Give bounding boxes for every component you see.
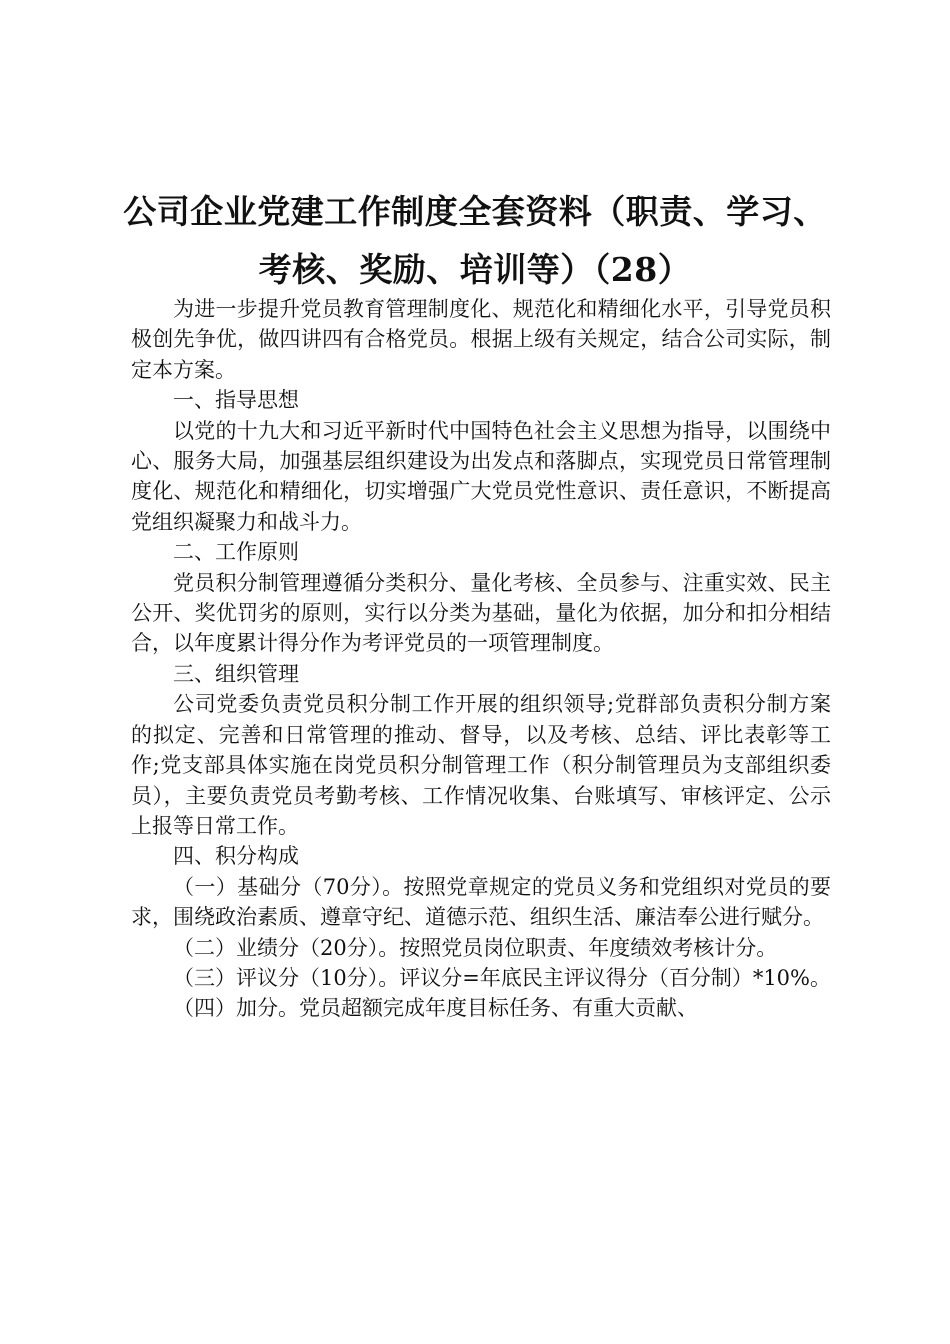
section-heading-points-composition: 四、积分构成 xyxy=(173,844,299,869)
document-body xyxy=(131,294,831,1024)
paragraph-organization: 公司党委负责党员积分制工作开展的组织领导;党群部负责积分制方案的拟定、完善和日常管理的推动、督导，以及考核、总结、评比表彰等工作;党支部具体实施在岗党员积分制管理工作（积分制管理员为支部组织委员），主要负责党员考勤考核、工作情况收集、台账填写、审核评定、公示上报等日常工作。 xyxy=(131,692,831,838)
paragraph-base-points: （一）基础分（70分）。按照党章规定的党员义务和党组织对党员的要求，围绕政治素质、遵章守纪、道德示范、组织生活、廉洁奉公进行赋分。 xyxy=(131,874,831,930)
paragraph-guiding-ideology: 以党的十九大和习近平新时代中国特色社会主义思想为指导，以围绕中心、服务大局，加强基层组织建设为出发点和落脚点，实现党员日常管理制度化、规范化和精细化，切实增强广大党员党性意识、责任意识，不断提高党组织凝聚力和战斗力。 xyxy=(131,418,831,534)
document-title xyxy=(110,183,840,299)
paragraph-performance-points: （二）业绩分（20分）。按照党员岗位职责、年度绩效考核计分。 xyxy=(173,935,778,960)
paragraph-intro: 为进一步提升党员教育管理制度化、规范化和精细化水平，引导党员积极创先争优，做四讲四有合格党员。根据上级有关规定，结合公司实际，制定本方案。 xyxy=(131,297,831,382)
paragraph-work-principles: 党员积分制管理遵循分类积分、量化考核、全员参与、注重实效、民主公开、奖优罚劣的原则，实行以分类为基础，量化为依据，加分和扣分相结合，以年度累计得分作为考评党员的一项管理制度。 xyxy=(131,570,831,656)
paragraph-bonus-points: （四）加分。党员超额完成年度目标任务、有重大贡献、 xyxy=(173,996,698,1021)
document-title-line-1: 公司企业党建工作制度全套资料（职责、学习、 xyxy=(123,192,827,231)
section-heading-organization: 三、组织管理 xyxy=(173,661,299,686)
section-heading-work-principles: 二、工作原则 xyxy=(173,540,299,565)
paragraph-review-points: （三）评议分（10分）。评议分=年底民主评议得分（百分制）*10%。 xyxy=(173,965,831,990)
document-title-line-2: 考核、奖励、培训等）（28） xyxy=(258,250,692,289)
section-heading-guiding-ideology: 一、指导思想 xyxy=(173,388,299,413)
